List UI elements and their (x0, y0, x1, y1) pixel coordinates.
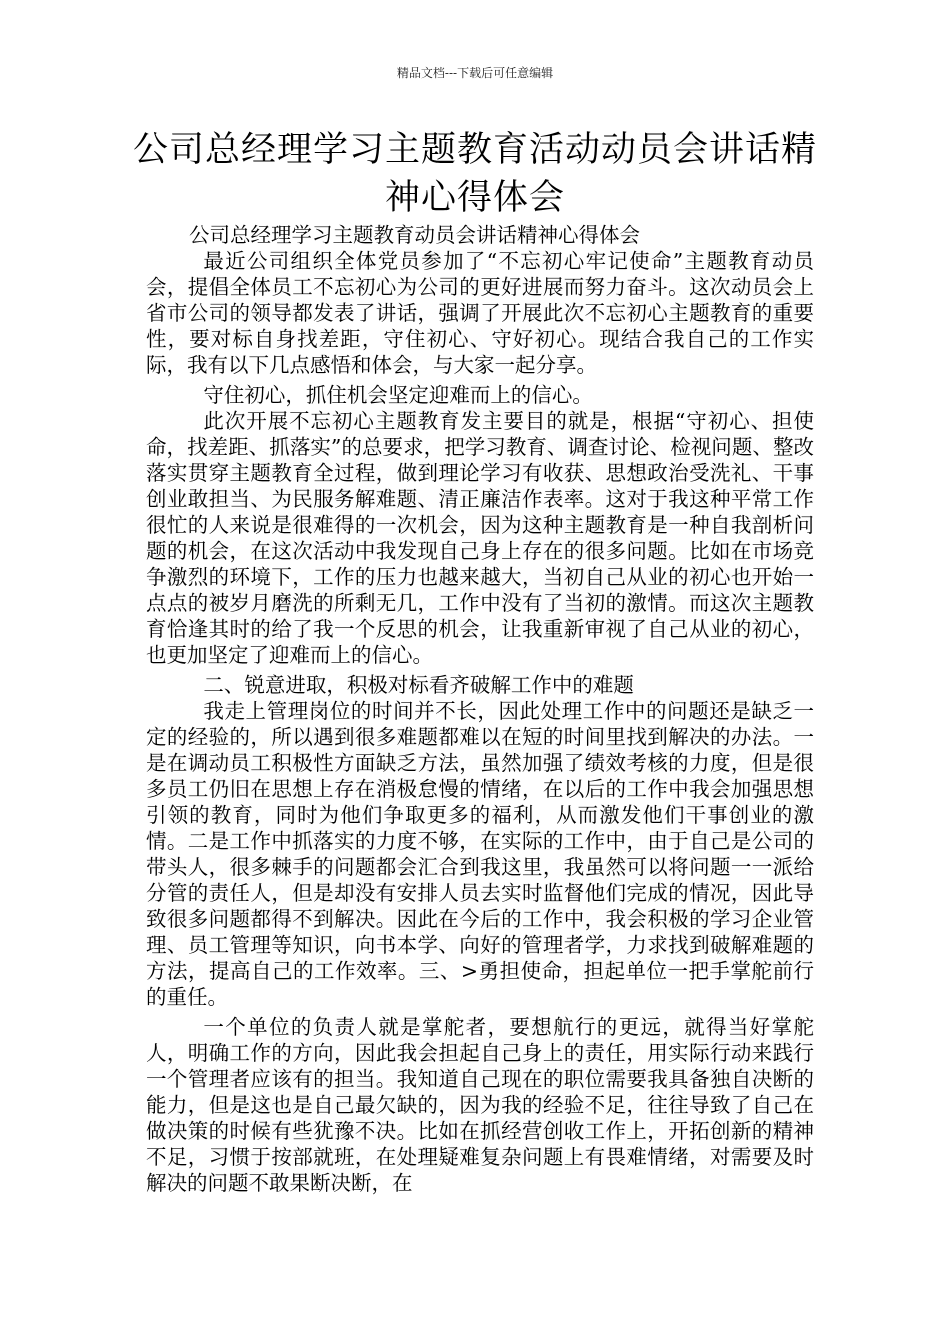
body-subtitle: 公司总经理学习主题教育动员会讲话精神心得体会 (189, 223, 641, 247)
document-body (146, 222, 814, 1196)
body-paragraph: 我走上管理岗位的时间并不长，因此处理工作中的问题还是缺乏一定的经验的，所以遇到很多难题都难以在短的时间里找到解决的办法。一是在调动员工积极性方面缺乏方法，虽然加强了绩效考核的力度，但是很多员工仍旧在思想上存在消极怠慢的情绪，在以后的工作中我会加强思想引领的教育，同时为他们争取更多的福利，从而激发他们干事创业的激情。二是工作中抓落实的力度不够，在实际的工作中，由于自己是公司的带头人，很多棘手的问题都会汇合到我这里，我虽然可以将问题一一派给分管的责任人，但是却没有安排人员去实时监督他们完成的情况，因此导致很多问题都得不到解决。因此在今后的工作中，我会积极的学习企业管理、员工管理等知识，向书本学、向好的管理者学，力求找到破解难题的方法，提高自己的工作效率。三、>勇担使命，担起单位一把手掌舵前行的重任。 (146, 699, 814, 1009)
body-paragraph: 最近公司组织全体党员参加了“不忘初心牢记使命”主题教育动员会，提倡全体员工不忘初心为公司的更好进展而努力奋斗。这次动员会上省市公司的领导都发表了讲话，强调了开展此次不忘初心主题教育的重要性，要对标自身找差距，守住初心、守好初心。现结合我自己的工作实际，我有以下几点感悟和体会，与大家一起分享。 (146, 249, 814, 377)
body-paragraph: 守住初心，抓住机会坚定迎难而上的信心。 (203, 383, 593, 407)
header-note: 精品文档---下载后可任意编辑 (396, 66, 554, 80)
document-title: 公司总经理学习主题教育活动动员会讲话精神心得体会 (132, 130, 817, 218)
body-paragraph: 一个单位的负责人就是掌舵者，要想航行的更远，就得当好掌舵人，明确工作的方向，因此我会担起自己身上的责任，用实际行动来践行一个管理者应该有的担当。我知道自己现在的职位需要我具备独自决断的能力，但是这也是自己最欠缺的，因为我的经验不足，往往导致了自己在做决策的时候有些犹豫不决。比如在抓经营创收工作上，开拓创新的精神不足，习惯于按部就班，在处理疑难复杂问题上有畏难情绪，对需要及时解决的问题不敢果断决断，在 (146, 1015, 814, 1195)
body-paragraph: 此次开展不忘初心主题教育发主要目的就是，根据“守初心、担使命，找差距、抓落实”的总要求，把学习教育、调查讨论、检视问题、整改落实贯穿主题教育全过程，做到理论学习有收获、思想政治受洗礼、干事创业敢担当、为民服务解难题、清正廉洁作表率。这对于我这种平常工作很忙的人来说是很难得的一次机会，因为这种主题教育是一种自我剖析问题的机会，在这次活动中我发现自己身上存在的很多问题。比如在市场竞争激烈的环境下，工作的压力也越来越大，当初自己从业的初心也开始一点点的被岁月磨洗的所剩无几，工作中没有了当初的激情。而这次主题教育恰逢其时的给了我一个反思的机会，让我重新审视了自己从业的初心，也更加坚定了迎难而上的信心。 (146, 409, 814, 667)
body-paragraph: 二、锐意进取，积极对标看齐破解工作中的难题 (203, 673, 634, 697)
